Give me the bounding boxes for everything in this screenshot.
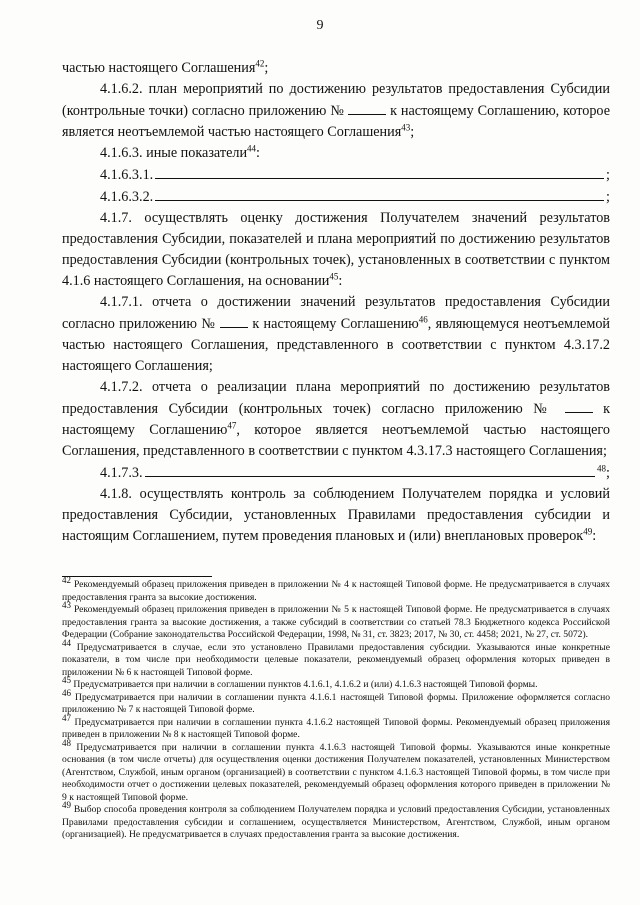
footnotes — [62, 574, 610, 842]
paragraph-4-1-8: 4.1.8. осуществлять контроль за соблюдением Получателем порядка и условий предоставления Субсидии, установленных Правилами предоставления субсидии и настоящим Соглашением, путем проведения плановых и (или) внеплановых проверок$^{49}$: — [62, 486, 610, 544]
fill-row-4-1-6-3-2: 4.1.6.3.2. ; — [62, 186, 610, 208]
blank-field — [220, 313, 248, 328]
footnote-49: $^{49}$ Выбор способа проведения контроля за соблюдением Получателем порядка и условий предоставления Субсидии, установленных Правилами предоставления субсидии и соглашением, осуществляется Министерством, Агентством, Службой, иным органом (организацией). Не предусматривается в случаях предоставления гранта за высокие достижения. — [62, 799, 610, 840]
footnote-48: $^{48}$ Предусматривается при наличии в соглашении пункта 4.1.6.3 настоящей Типовой формы. Указываются иные конкретные основания (в том числе отчеты) для осуществления оценки достижения Получателем показателей, установленных Министерством (Агентством, Службой, иным органом (организацией) в соответствии с пунктом 4.1.6.3 настоящей Типовой формы, в том числе при необходимости отчет о достижении целевых показателей, рекомендуемый образец оформления которого приведен в приложении № 9 к настоящей Типовой форме. — [62, 737, 610, 803]
page-number: 9 — [316, 18, 324, 33]
blank-line — [145, 462, 595, 477]
fill-row-4-1-6-3-1: 4.1.6.3.1. ; — [62, 164, 610, 186]
blank-field — [565, 398, 593, 413]
paragraph-continuation: частью настоящего Соглашения$^{42}$; — [62, 58, 269, 76]
blank-line — [155, 186, 604, 201]
main-text — [62, 58, 610, 547]
footnote-47: $^{47}$ Предусматривается при наличии в соглашении пункта 4.1.6.2 настоящей Типовой формы. Рекомендуемый образец приложения приведен в приложении № 8 к настоящей Типовой форме. — [62, 712, 610, 740]
footnote-43: $^{43}$ Рекомендуемый образец приложения приведен в приложении № 5 к настоящей Типовой форме. Не предусматривается в случаях предоставления гранта за высокие достижения, а также субсидий в соответствии со статьей 78.3 Бюджетного кодекса Российской Федерации (Собрание законодательства Российской Федерации, 1998, № 31, ст. 3823; 2017, № 30, ст. 4458; 2021, № 27, ст. 5072). — [62, 599, 610, 640]
blank-field — [348, 100, 386, 115]
blank-line — [155, 164, 604, 179]
footnote-44: $^{44}$ Предусматривается в случае, если это установлено Правилами предоставления субсидии. Указываются иные конкретные показатели, в том числе при необходимости целевые показатели, рекомендуемый образец оформления которых приведен в приложении № 6 к настоящей Типовой форме. — [62, 637, 610, 678]
footnote-42: $^{42}$ Рекомендуемый образец приложения приведен в приложении № 4 к настоящей Типовой форме. Не предусматривается в случаях предоставления гранта за высокие достижения. — [62, 574, 610, 603]
footnote-separator — [62, 576, 212, 577]
paragraph-4-1-7-1: 4.1.7.1. отчета о достижении значений результатов предоставления Субсидии согласно приложению № к настоящему Соглашению$^{46}$, являющемуся неотъемлемой частью настоящего Соглашения, представленного в соответствии с пунктом 4.3.17.2 настоящего Соглашения; — [62, 294, 611, 374]
paragraph-4-1-6-3: 4.1.6.3. иные показатели$^{44}$: — [100, 143, 260, 161]
paragraph-4-1-6-2: 4.1.6.2. план мероприятий по достижению результатов предоставления Субсидии (контрольные точки) согласно приложению № к настоящему Соглашению, которое является неотъемлемой частью настоящего Соглашения$^{43}$; — [62, 81, 610, 140]
footnote-45: $^{45}$ Предусматривается при наличии в соглашении пунктов 4.1.6.1, 4.1.6.2 и (или) 4.1.6.3 настоящей Типовой формы. — [62, 674, 538, 690]
footnote-46: $^{46}$ Предусматривается при наличии в соглашении пункта 4.1.6.1 настоящей Типовой формы. Приложение оформляется согласно приложению № 7 к настоящей Типовой форме. — [62, 687, 610, 715]
paragraph-4-1-7: 4.1.7. осуществлять оценку достижения Получателем значений результатов предоставления Субсидии, показателей и плана мероприятий по достижению результатов предоставления Субсидии (контрольных точек), установленных в соответствии с пунктом 4.1.6 настоящего Соглашения, на основании$^{45}$: — [62, 210, 610, 289]
paragraph-4-1-7-2: 4.1.7.2. отчета о реализации плана мероприятий по достижению результатов предоставления Субсидии (контрольных точек) согласно приложению № к настоящему Соглашению$^{47}$, которое является неотъемлемой частью настоящего Соглашения, представленного в соответствии с пунктом 4.3.17.3 настоящего Соглашения; — [62, 379, 611, 459]
fill-row-4-1-7-3: 4.1.7.3. $^{48}$; — [100, 463, 610, 481]
